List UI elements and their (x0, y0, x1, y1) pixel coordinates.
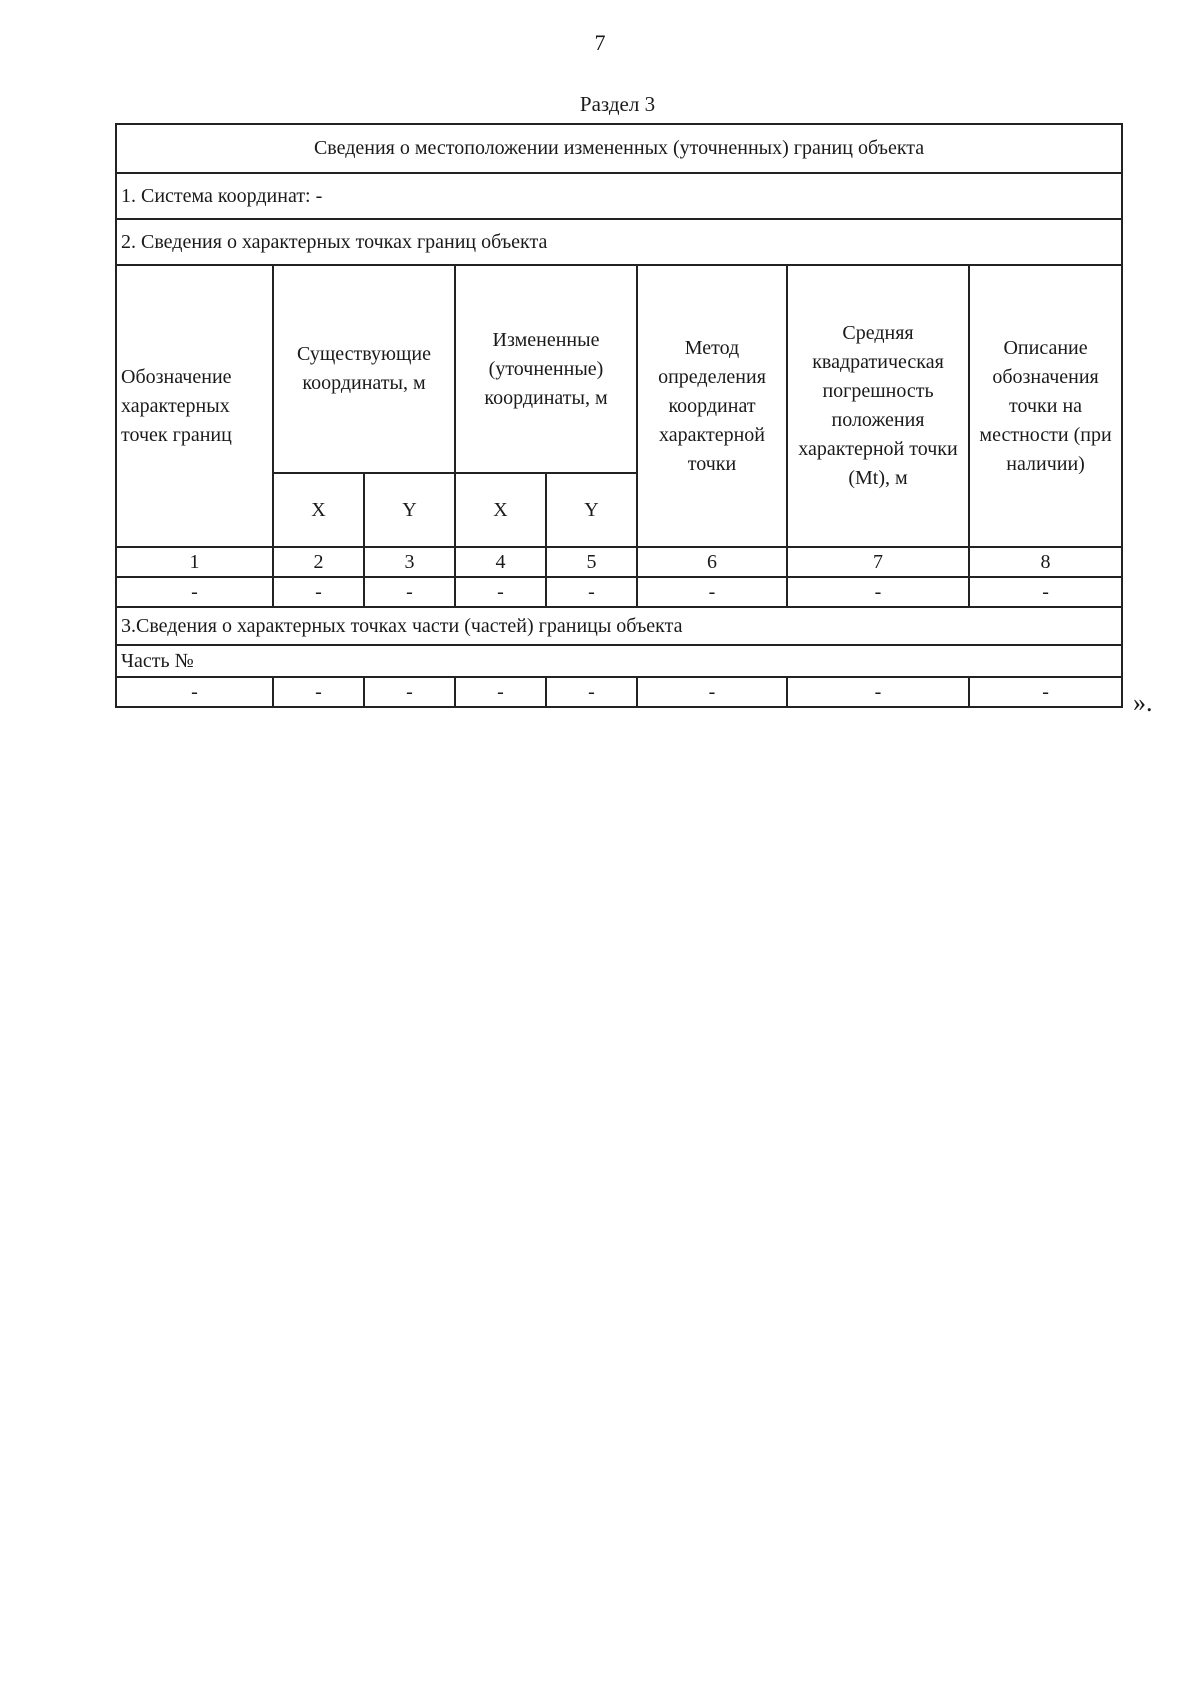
boundary-table (115, 123, 1123, 708)
header-changed-y: Y (546, 473, 637, 547)
header-existing-y: Y (364, 473, 455, 547)
table-title: Сведения о местоположении измененных (уточненных) границ объекта (116, 124, 1122, 173)
table-cell: - (364, 577, 455, 607)
column-number-row (116, 547, 1122, 577)
section-title: Раздел 3 (579, 92, 656, 116)
column-number: 6 (637, 547, 787, 577)
table-cell: - (787, 677, 969, 707)
column-number: 8 (969, 547, 1122, 577)
column-number: 3 (364, 547, 455, 577)
column-number: 1 (116, 547, 273, 577)
header-existing-coords: Существующие координаты, м (273, 265, 455, 473)
page-number: 7 (594, 30, 606, 55)
column-number: 4 (455, 547, 546, 577)
table-cell: - (637, 577, 787, 607)
header-description: Описание обозначения точки на местности (при наличии) (969, 265, 1122, 547)
table-row (116, 577, 1122, 607)
header-error: Средняя квадратическая погрешность положения характерной точки (Mt), м (787, 265, 969, 547)
column-number: 5 (546, 547, 637, 577)
points-heading-row: 2. Сведения о характерных точках границ объекта (116, 219, 1122, 265)
coord-system-row: 1. Система координат: - (116, 173, 1122, 219)
table-cell: - (455, 677, 546, 707)
closing-quote: ». (1133, 688, 1153, 717)
column-number: 2 (273, 547, 364, 577)
header-method: Метод определения координат характерной точки (637, 265, 787, 547)
table-cell: - (273, 677, 364, 707)
header-existing-x: X (273, 473, 364, 547)
table-cell: - (546, 577, 637, 607)
table-cell: - (116, 677, 273, 707)
header-changed-x: X (455, 473, 546, 547)
table-cell: - (455, 577, 546, 607)
column-number: 7 (787, 547, 969, 577)
table-cell: - (637, 677, 787, 707)
header-designation: Обозначение характерных точек границ (116, 265, 273, 547)
table-cell: - (116, 577, 273, 607)
part-label-row: Часть № (116, 645, 1122, 677)
table-cell: - (364, 677, 455, 707)
table-row (116, 677, 1122, 707)
header-changed-coords: Измененные (уточненные) координаты, м (455, 265, 637, 473)
table-cell: - (787, 577, 969, 607)
table-cell: - (969, 577, 1122, 607)
parts-heading-row: 3.Сведения о характерных точках части (частей) границы объекта (116, 607, 1122, 645)
table-cell: - (969, 677, 1122, 707)
table-cell: - (273, 577, 364, 607)
table-cell: - (546, 677, 637, 707)
